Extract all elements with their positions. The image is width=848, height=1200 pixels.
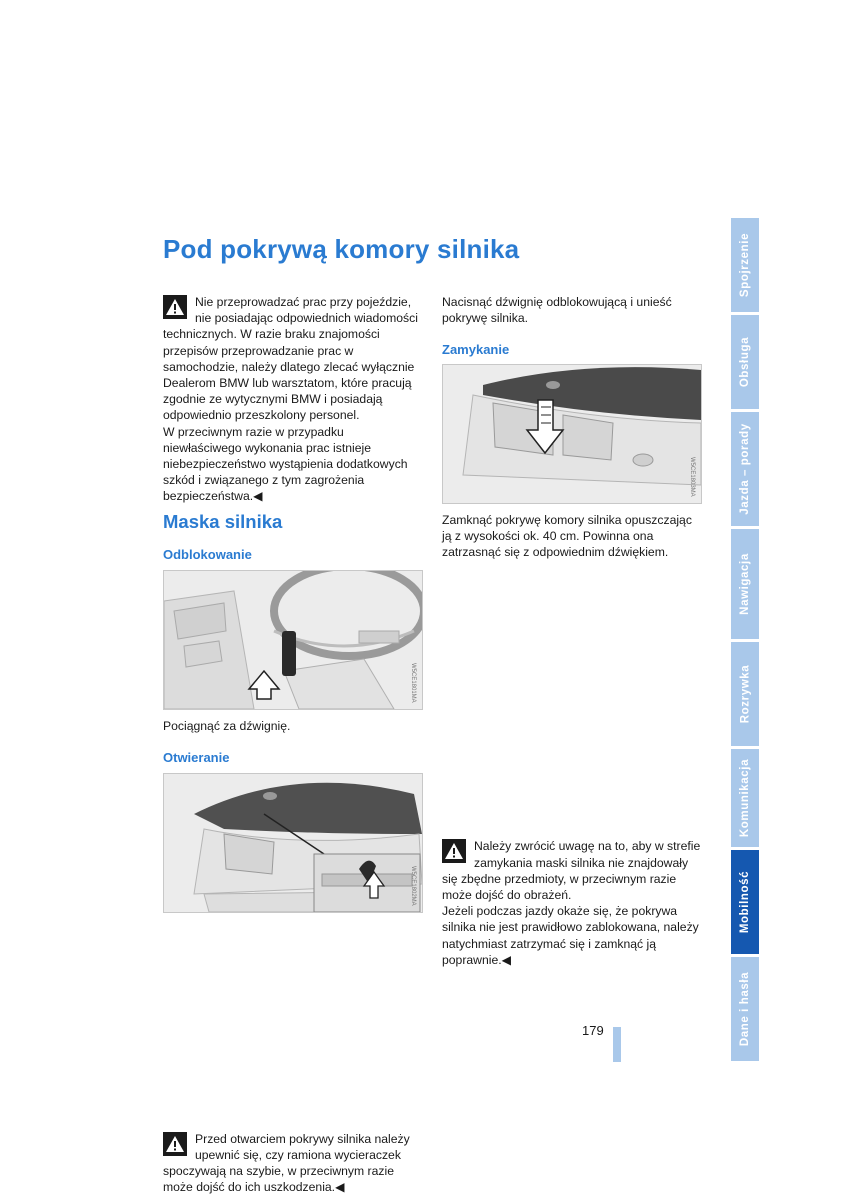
warning-wiper-arms bbox=[163, 1131, 423, 1196]
warning-icon bbox=[163, 295, 187, 319]
warning-icon bbox=[163, 1132, 187, 1156]
page-title: Pod pokrywą komory silnika bbox=[163, 234, 520, 264]
close-heading: Zamykanie bbox=[442, 342, 510, 357]
open-instruction: Nacisnąć dźwignię odblokowującą i unieść pokrywę silnika. bbox=[442, 295, 672, 326]
tab-mobilnosc[interactable]: Mobilność bbox=[731, 850, 759, 954]
tab-rozrywka[interactable]: Rozrywka bbox=[731, 642, 759, 746]
warning-text-continued: Jeżeli podczas jazdy okaże się, że pokrywa silnika nie jest prawidłowo zablokowana, należy natychmiast zatrzymać się i zamknąć ją poprawnie.◀ bbox=[442, 904, 699, 967]
figure-code: W5CE1803MA bbox=[689, 457, 695, 497]
figure-open-hood bbox=[163, 773, 423, 913]
open-heading: Otwieranie bbox=[163, 750, 230, 765]
section-heading: Maska silnika bbox=[163, 511, 283, 532]
close-instruction: Zamknąć pokrywę komory silnika opuszczając ją z wysokości ok. 40 cm. Powinna ona zatrzasnąć się z odpowiednim dźwiękiem. bbox=[442, 513, 692, 560]
warning-icon bbox=[442, 839, 466, 863]
page-number: 179 bbox=[582, 1023, 604, 1038]
tab-dane-i-hasla[interactable]: Dane i hasła bbox=[731, 957, 759, 1061]
tab-obsluga[interactable]: Obsługa bbox=[731, 315, 759, 409]
tab-komunikacja[interactable]: Komunikacja bbox=[731, 749, 759, 847]
warning-text: Nie przeprowadzać prac przy pojeździe, nie posiadając odpowiednich wiadomości technicznych. W razie braku znajomości przepisów przeprowadzanie prac w samochodzie, należy dlatego zlecać wyłącznie Dealerom BMW lub warsztatom, które pracują zgodnie ze wytycznymi BMW i posiadają odpowiednio przeszkolony personel. bbox=[163, 295, 418, 423]
unlock-instruction: Pociągnąć za dźwignię. bbox=[163, 719, 291, 733]
figure-code: W5CE1801MA bbox=[410, 663, 416, 703]
warning-technical-knowledge bbox=[163, 294, 423, 505]
tab-jazda-porady[interactable]: Jazda – porady bbox=[731, 412, 759, 526]
tab-nawigacja[interactable]: Nawigacja bbox=[731, 529, 759, 639]
figure-code: W5CE1802MA bbox=[410, 866, 416, 906]
warning-text: Należy zwrócić uwagę na to, aby w strefie zamykania maski silnika nie znajdowały się zbędne przedmioty, w przeciwnym razie może dojść do obrażeń. bbox=[442, 839, 701, 903]
warning-closing-zone bbox=[442, 838, 704, 968]
page-number-bar bbox=[613, 1027, 621, 1062]
figure-close-hood bbox=[442, 364, 702, 504]
warning-text: Przed otwarciem pokrywy silnika należy upewnić się, czy ramiona wycieraczek spoczywają na szybie, w przeciwnym razie może dojść do ich uszkodzenia.◀ bbox=[163, 1131, 410, 1195]
warning-text-continued: W przeciwnym razie w przypadku niewłaściwego wykonania prac istnieje niebezpieczeństwo wystąpienia dodatkowych szkód i związanego z tym zagrożenia bezpieczeństwa.◀ bbox=[163, 424, 408, 504]
tab-spojrzenie[interactable]: Spojrzenie bbox=[731, 218, 759, 312]
unlock-heading: Odblokowanie bbox=[163, 547, 252, 562]
figure-unlock-lever bbox=[163, 570, 423, 710]
